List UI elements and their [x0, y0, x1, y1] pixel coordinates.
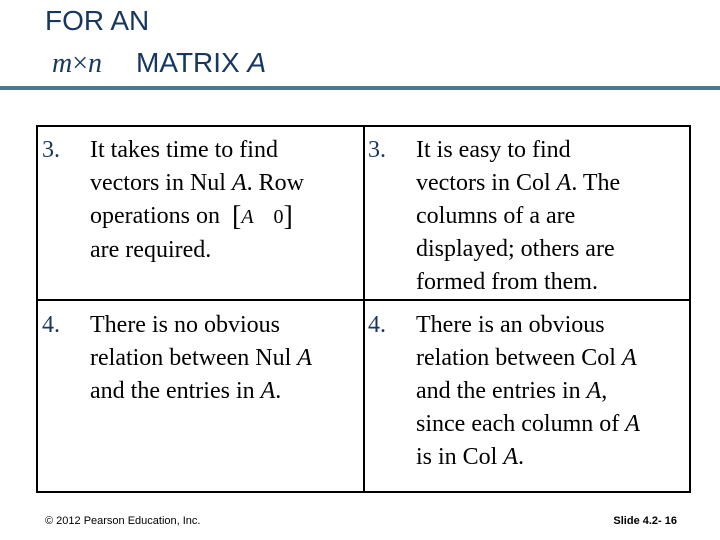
nul-item-3-line2-a: vectors in Nul [90, 170, 232, 196]
col-item-3-number: 3. [368, 137, 386, 163]
col-item-4-line4-var: A [625, 411, 640, 437]
nul-item-4-line3-var: A [260, 378, 276, 404]
nul-item-3-line4: are required. [90, 237, 212, 263]
col-item-4-number: 4. [368, 312, 386, 338]
nul-item-3-line1: It takes time to find [90, 137, 278, 163]
title-matrix-word [136, 47, 266, 78]
col-item-4-line1: There is an obvious [416, 312, 605, 338]
matrix-entry-a: A [241, 206, 254, 228]
nul-item-3-line3 [90, 200, 360, 234]
title-math-expression [52, 48, 102, 79]
table-horizontal-divider [38, 299, 689, 301]
col-item-3-line2-var: A [556, 170, 572, 196]
col-item-4-line4-a: since each column of [416, 411, 626, 437]
col-item-4-line3-b: , [601, 378, 608, 404]
copyright-notice: © 2012 Pearson Education, Inc. [45, 515, 201, 527]
title-divider [0, 86, 720, 90]
table-vertical-divider [363, 127, 365, 491]
col-item-3 [368, 134, 686, 299]
col-item-4-line4 [416, 408, 686, 441]
nul-item-3-line3-a: operations on [90, 203, 220, 229]
nul-item-4-line3-a: and the entries in [90, 378, 261, 404]
col-item-3-line2 [416, 167, 686, 200]
col-item-4-line2-a: relation between Col [416, 345, 622, 371]
col-item-4-line5 [416, 441, 686, 474]
col-item-3-line5: formed from them. [416, 269, 598, 295]
col-item-4-line5-a: is in Col [416, 444, 504, 470]
slide-title-line1: FOR AN [45, 5, 150, 36]
col-item-4-line2 [416, 342, 686, 375]
col-item-4-line3 [416, 375, 686, 408]
nul-item-4-line2-var: A [297, 345, 312, 371]
nul-item-3 [42, 134, 360, 267]
title-math-m: m [52, 48, 73, 79]
col-item-4 [368, 309, 686, 474]
col-item-3-line3: columns of a are [416, 203, 576, 229]
matrix-close-bracket: ] [283, 201, 293, 232]
nul-item-3-line2-b: . Row [246, 170, 304, 196]
slide-number: Slide 4.2- 16 [613, 515, 677, 527]
nul-item-4 [42, 309, 360, 408]
nul-item-4-line2 [90, 342, 360, 375]
title-word-matrix: MATRIX [136, 47, 240, 78]
title-word-var: A [247, 47, 267, 78]
nul-item-4-line3 [90, 375, 360, 408]
title-math-times: × [72, 48, 89, 79]
col-item-3-line2-a: vectors in Col [416, 170, 557, 196]
col-item-4-line2-var: A [621, 345, 637, 371]
matrix-open-bracket: [ [231, 201, 242, 232]
matrix-entry-zero: 0 [273, 206, 284, 228]
nul-item-3-number: 3. [42, 137, 60, 163]
col-item-3-line1: It is easy to find [416, 137, 571, 163]
nul-item-4-line3-b: . [275, 378, 282, 404]
nul-item-4-line1: There is no obvious [90, 312, 280, 338]
col-item-4-line5-b: . [518, 444, 525, 470]
nul-item-3-line2 [90, 167, 360, 200]
col-item-4-line3-a: and the entries in [416, 378, 587, 404]
nul-item-4-line2-a: relation between Nul [90, 345, 298, 371]
col-item-3-line4: displayed; others are [416, 236, 615, 262]
nul-item-4-number: 4. [42, 312, 60, 338]
nul-item-3-line2-var: A [231, 170, 247, 196]
title-math-n: n [88, 48, 103, 79]
slide-title-line2 [52, 46, 266, 81]
col-item-3-line2-b: . The [571, 170, 621, 196]
col-item-4-line3-var: A [586, 378, 602, 404]
augmented-matrix [226, 200, 299, 234]
col-item-4-line5-var: A [503, 444, 519, 470]
comparison-table [36, 125, 691, 493]
